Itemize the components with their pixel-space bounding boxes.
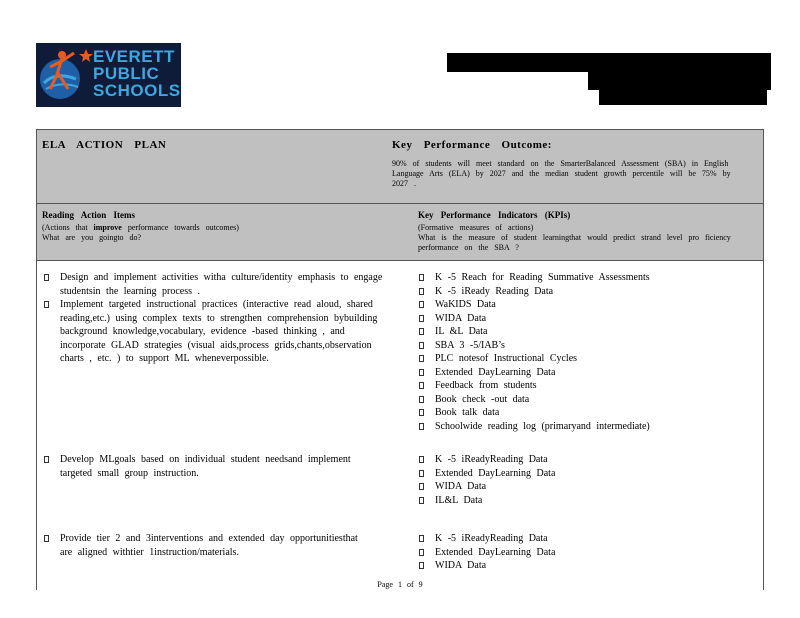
list-item: Develop MLgoals based on individual student needsand implement targeted small group instruction. (42, 453, 352, 480)
kpi-question: What is the measure of student learningthat would predict strand level pro ficiency performance on the SBA ? (418, 233, 731, 252)
list-item: WIDA Data (417, 559, 757, 573)
list-item: Book talk data (417, 406, 757, 420)
kpi-description: (Formative measures of actions) (418, 223, 534, 232)
list-item: Provide tier 2 and 3interventions and extended day opportunitiesthat are aligned withtier 1instruction/materials. (42, 532, 362, 559)
list-item: Schoolwide reading log (primaryand intermediate) (417, 420, 757, 434)
list-item: K -5 Reach for Reading Summative Assessments (417, 271, 757, 285)
logo-text: EVERETT PUBLIC SCHOOLS (93, 47, 181, 100)
list-item: Extended DayLearning Data (417, 467, 757, 481)
kpo-title: Key Performance Outcome: (392, 139, 552, 151)
table-subheader (37, 204, 763, 261)
action-list (42, 453, 352, 480)
kpi-list (417, 453, 757, 507)
table-header (37, 130, 763, 204)
list-item: Book check -out data (417, 393, 757, 407)
redaction-block (447, 53, 771, 72)
actions-description: (Actions that improve performance towards outcomes) (42, 223, 239, 232)
globe-figure-icon (36, 43, 96, 107)
list-item: Implement targeted instructional practices (interactive read aloud, shared reading,etc.) using complex texts to strengthen comprehension bybuilding background knowledge,vocabulary, evidence -based thinking , and incorporate GLAD strategies (visual aids,process grids,chants,observation charts , etc. ) to support ML wheneverpossible. (42, 298, 387, 366)
redaction-block (588, 72, 771, 90)
list-item: SBA 3 -5/IAB’s (417, 339, 757, 353)
redaction-block (599, 90, 767, 105)
kpi-list (417, 532, 757, 573)
list-item: IL &L Data (417, 325, 757, 339)
list-item: WaKIDS Data (417, 298, 757, 312)
list-item: PLC notesof Instructional Cycles (417, 352, 757, 366)
action-list (42, 532, 362, 559)
page-number: Page 1 of 9 (377, 580, 423, 589)
list-item: Extended DayLearning Data (417, 546, 757, 560)
list-item: Design and implement activities witha culture/identity emphasis to engage studentsin the learning process . (42, 271, 387, 298)
list-item: K -5 iReadyReading Data (417, 532, 757, 546)
actions-question: What are you goingto do? (42, 233, 142, 242)
list-item: K -5 iReadyReading Data (417, 453, 757, 467)
list-item: WIDA Data (417, 480, 757, 494)
kpi-title: Key Performance Indicators (KPIs) (418, 210, 571, 220)
list-item: K -5 iReady Reading Data (417, 285, 757, 299)
action-plan-table (36, 129, 764, 590)
list-item: IL&L Data (417, 494, 757, 508)
list-item: WIDA Data (417, 312, 757, 326)
reading-action-items-title: Reading Action Items (42, 210, 135, 220)
district-logo (36, 43, 181, 107)
plan-title: ELA ACTION PLAN (42, 139, 167, 151)
list-item: Extended DayLearning Data (417, 366, 757, 380)
kpo-text: 90% of students will meet standard on the SmarterBalanced Assessment (SBA) in English Language Arts (ELA) by 2027 and the median student growth percentile will be 75% by 2027 . (392, 159, 731, 188)
action-list (42, 271, 387, 366)
list-item: Feedback from students (417, 379, 757, 393)
kpi-list (417, 271, 757, 433)
